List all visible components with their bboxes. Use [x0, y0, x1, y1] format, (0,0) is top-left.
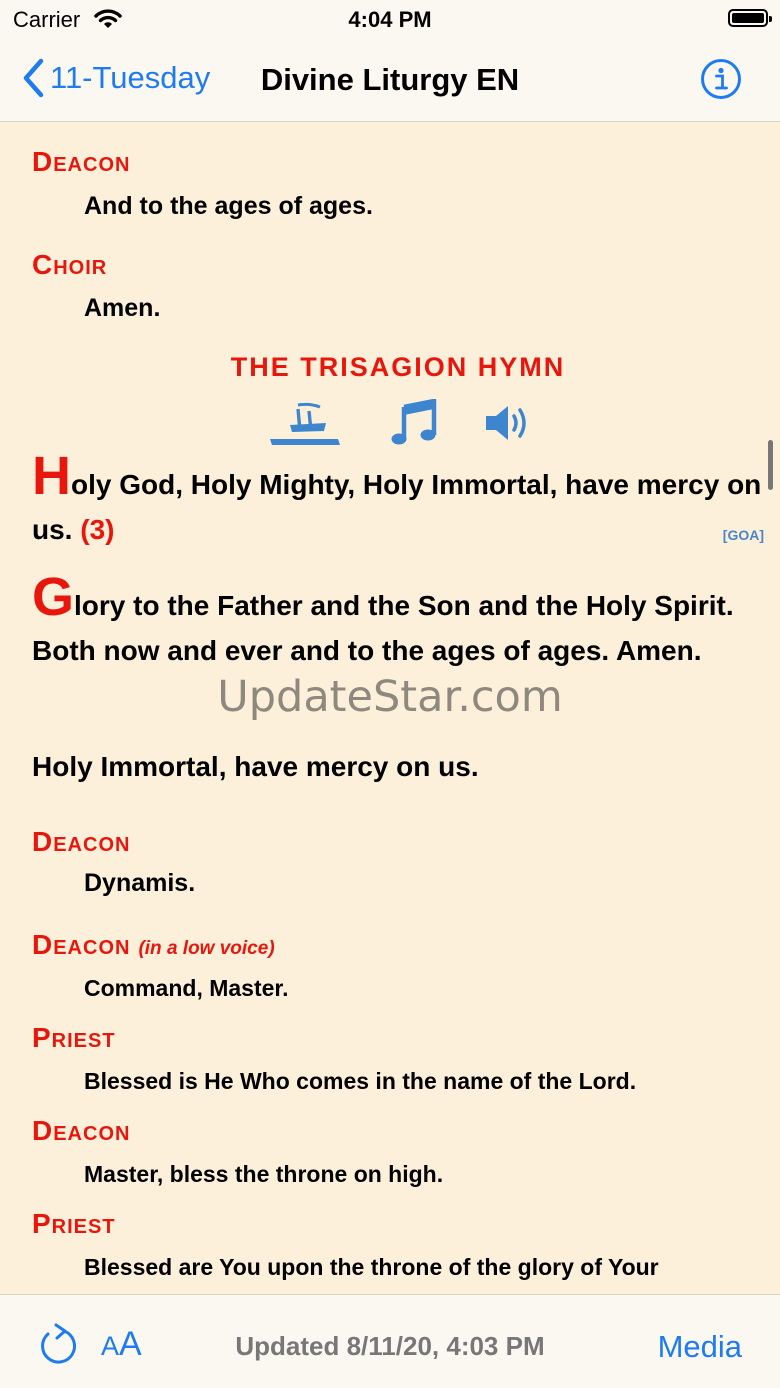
carrier-label: Carrier: [13, 7, 81, 32]
drop-cap: H: [32, 446, 71, 506]
response-text: Command, Master.: [84, 975, 289, 1001]
text-size-large-letter: A: [119, 1325, 142, 1363]
role-deacon: Deacon: [32, 826, 131, 857]
verse-text: oly God, Holy Mighty, Holy Immortal, have mercy on us.: [32, 469, 762, 545]
rubric-note: (in a low voice): [138, 938, 275, 959]
scroll-indicator[interactable]: [768, 440, 773, 490]
drop-cap: G: [32, 567, 75, 627]
response-text: Dynamis.: [84, 869, 196, 897]
role-choir: Choir: [32, 249, 108, 280]
watermark: UpdateStar.com: [217, 672, 563, 722]
status-time: 4:04 PM: [348, 7, 432, 32]
info-icon[interactable]: [700, 58, 742, 105]
response-text: And to the ages of ages.: [84, 192, 373, 220]
byzantine-notation-icon[interactable]: [268, 401, 342, 450]
doxology-verse: [32, 567, 770, 673]
bottom-toolbar: [0, 1294, 780, 1388]
response-text: Master, bless the throne on high.: [84, 1161, 444, 1187]
role-deacon: Deacon: [32, 1115, 131, 1146]
page-title: Divine Liturgy EN: [260, 62, 520, 97]
updated-timestamp: Updated 8/11/20, 4:03 PM: [235, 1331, 545, 1361]
role-priest: Priest: [32, 1208, 116, 1239]
response-text: Blessed are You upon the throne of the glory of Your: [84, 1254, 659, 1280]
music-note-icon[interactable]: [390, 399, 438, 452]
verse-text: lory to the Father and the Son and the Holy Spirit. Both now and ever and to the ages of ages. Amen.: [32, 590, 734, 666]
role-deacon: Deacon: [32, 146, 131, 177]
text-size-small-letter: A: [101, 1331, 120, 1361]
hymn-title: THE TRISAGION HYMN: [230, 352, 566, 382]
speaker-icon[interactable]: [484, 403, 532, 448]
role-label: Deacon: [32, 929, 131, 960]
media-button[interactable]: Media: [657, 1329, 742, 1364]
status-bar: [0, 0, 780, 40]
verse-text: Holy Immortal, have mercy on us.: [32, 751, 479, 782]
navigation-bar: [0, 40, 780, 122]
battery-icon: [728, 9, 768, 27]
source-tag[interactable]: [GOA]: [722, 527, 764, 543]
response-text: Amen.: [84, 294, 161, 322]
response-text: Blessed is He Who comes in the name of the Lord.: [84, 1068, 637, 1094]
liturgy-text-view[interactable]: [0, 122, 780, 1294]
back-button-label: 11-Tuesday: [50, 60, 211, 95]
role-priest: Priest: [32, 1022, 116, 1053]
role-deacon: [32, 929, 275, 961]
trisagion-verse: [32, 446, 770, 552]
repeat-count: (3): [80, 514, 115, 545]
